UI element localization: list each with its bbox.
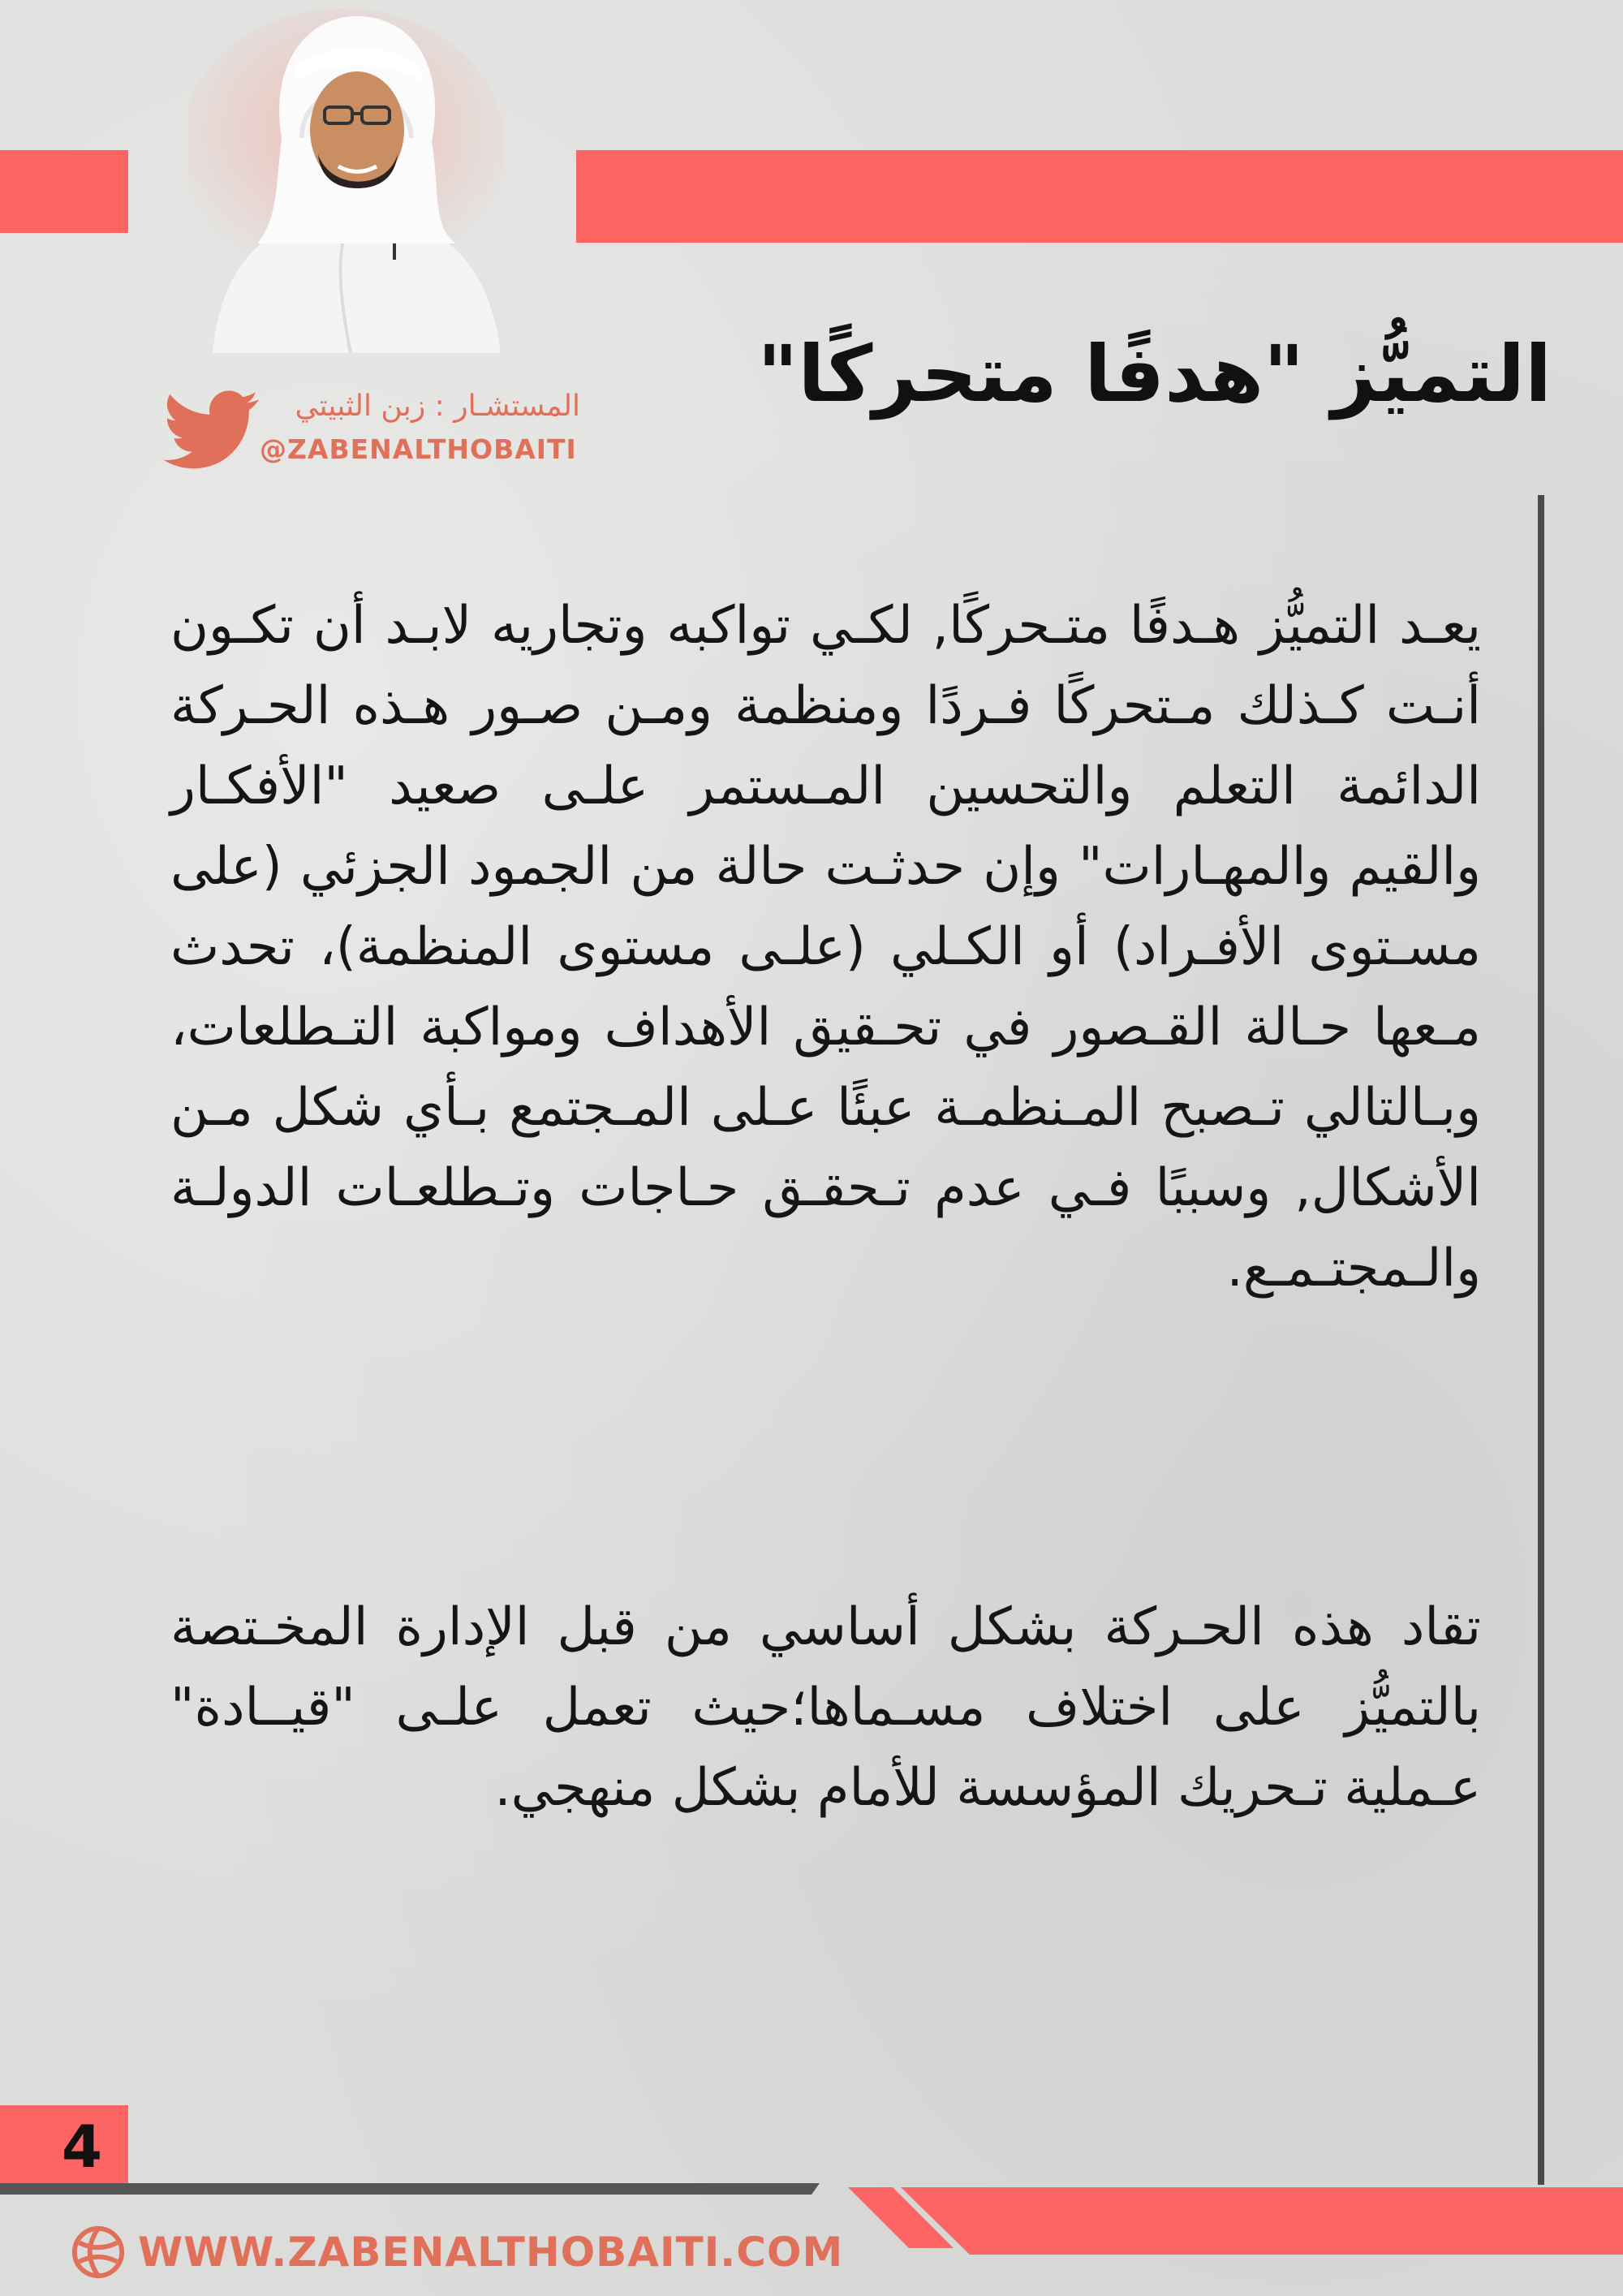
header-accent-bar-right — [576, 150, 1623, 243]
author-name: المستشـار : زبن الثبيتي — [295, 390, 580, 423]
author-photo — [188, 0, 523, 353]
vertical-rule — [1538, 495, 1544, 2185]
page-number: 4 — [62, 2113, 103, 2181]
page-title: التميُّز "هدفًا متحركًا" — [757, 329, 1552, 420]
header-accent-bar-left — [0, 150, 128, 233]
body-paragraph-2: تقاد هذه الحـركة بشكل أساسي من قبل الإدارة المخـتصة بالتميُّز على اختلاف مسـماها؛حيث تعمل علـى "قيــادة" عـملية تـحريك المؤسسة للأمام بشكل منهجي. — [170, 1597, 1481, 1818]
website-link[interactable]: WWW.ZABENALTHOBAITI.COM — [138, 2229, 844, 2276]
author-block — [260, 390, 584, 479]
globe-icon — [70, 2224, 127, 2281]
body-paragraph-1: يعـد التميُّز هـدفًا متـحركًا, لكـي تواكبه وتجاريه لابـد أن تكـون أنـت كـذلك مـتحركًا فـردًا ومنظمة ومـن صـور هـذه الحـركة الدائمة التعلم والتحسين المـستمر علـى صعيد "الأفكـار والقيم والمهـارات" وإن حدثـت حالة من الجمود الجزئي (على مسـتوى الأفـراد) أو الكـلي (علـى مستوى المنظمة)، تحدث مـعها حـالة القـصور في تحـقيق الأهداف ومواكبة التـطلعات، وبـالتالي تـصبح المـنظمـة عبئًا عـلى المـجتمع بـأي شكل مـن الأشكال, وسببًا فـي عدم تـحقـق حـاجات وتـطلعـات الدولـة والـمجتـمـع. — [170, 596, 1481, 1299]
author-handle[interactable]: @ZABENALTHOBAITI — [260, 433, 577, 465]
twitter-icon[interactable] — [164, 390, 260, 471]
